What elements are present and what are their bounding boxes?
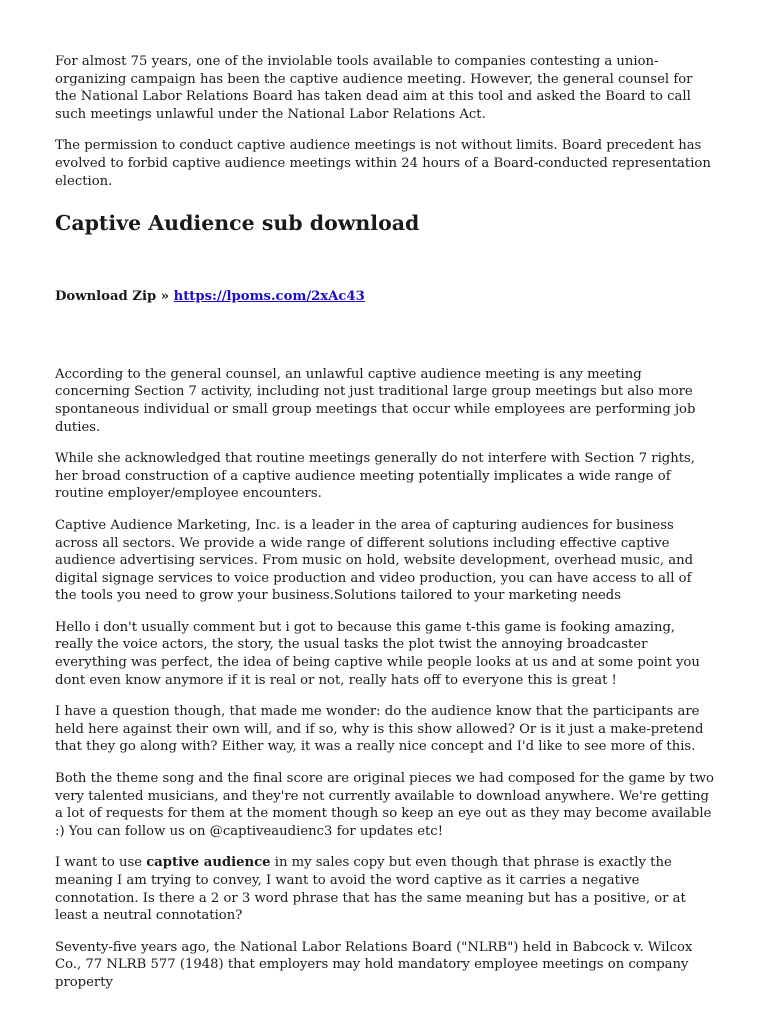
body-paragraph-2: While she acknowledged that routine meetings generally do not interfere with Section 7 rights, her broad construction of a captive audience meeting potentially implicates a wide range of routine employer/employee encounters. xyxy=(55,451,695,502)
intro-paragraph-1: For almost 75 years, one of the inviolable tools available to companies contesting a union-organizing campaign has been the captive audience meeting. However, the general counsel for the National Labor Relations Board has taken dead aim at this tool and asked the Board to call such meetings unlawful under the National Labor Relations Act. xyxy=(55,54,693,122)
spacer xyxy=(55,306,717,366)
text-after-bold: in my sales copy but even though that phrase is exactly the meaning I am trying to convey, I want to avoid the word captive as it carries a negative connotation. Is there a 2 or 3 word phrase that has the same meaning but has a positive, or at least a neutral connotation? xyxy=(55,855,686,924)
page-heading: Captive Audience sub download xyxy=(55,211,420,236)
body-paragraph-5: I have a question though, that made me wonder: do the audience know that the participants are held here against their own will, and if so, why is this show allowed? Or is it just a make-pretend that they go along with? Either way, it was a really nice concept and I'd like to see more of this. xyxy=(55,704,704,755)
body-paragraph-1: According to the general counsel, an unlawful captive audience meeting is any meeting concerning Section 7 activity, including not just traditional large group meetings but also more spontaneous individual or small group meetings that occur while employees are performing job duties. xyxy=(55,366,696,435)
download-label: Download Zip » xyxy=(55,289,170,305)
document-page xyxy=(55,53,717,1006)
body-paragraph-4: Hello i don't usually comment but i got to because this game t-this game is fooking amazing, really the voice actors, the story, the usual tasks the plot twist the annoying broadcaster everything was perfect, the idea of being captive while people looks at us and at some point you dont even know anymore if it is real or not, really hats off to everyone this is great ! xyxy=(55,619,700,688)
body-paragraph-8: Seventy-five years ago, the National Labor Relations Board ("NLRB") held in Babcock v. Wilcox Co., 77 NLRB 577 (1948) that employers may hold mandatory employee meetings on company property xyxy=(55,939,693,990)
bold-phrase: captive audience xyxy=(146,855,271,871)
download-line xyxy=(55,288,717,306)
text-before-bold: I want to use xyxy=(55,855,147,871)
body-paragraph-3: Captive Audience Marketing, Inc. is a leader in the area of capturing audiences for business across all sectors. We provide a wide range of different solutions including effective captive audience advertising services. From music on hold, website development, overhead music, and digital signage services to voice production and video production, you can have access to all of the tools you need to grow your business.Solutions tailored to your marketing needs xyxy=(55,517,694,604)
intro-paragraph-2: The permission to conduct captive audience meetings is not without limits. Board precedent has evolved to forbid captive audience meetings within 24 hours of a Board-conducted representation election. xyxy=(55,138,711,189)
download-link[interactable]: https://lpoms.com/2xAc43 xyxy=(173,289,365,305)
body-paragraph-7 xyxy=(55,854,717,924)
body-paragraph-6: Both the theme song and the final score are original pieces we had composed for the game by two very talented musicians, and they're not currently available to download anywhere. We're getting a lot of requests for them at the moment though so keep an eye out as they may become available :) You can follow us on @captiveaudienc3 for updates etc! xyxy=(55,771,714,839)
